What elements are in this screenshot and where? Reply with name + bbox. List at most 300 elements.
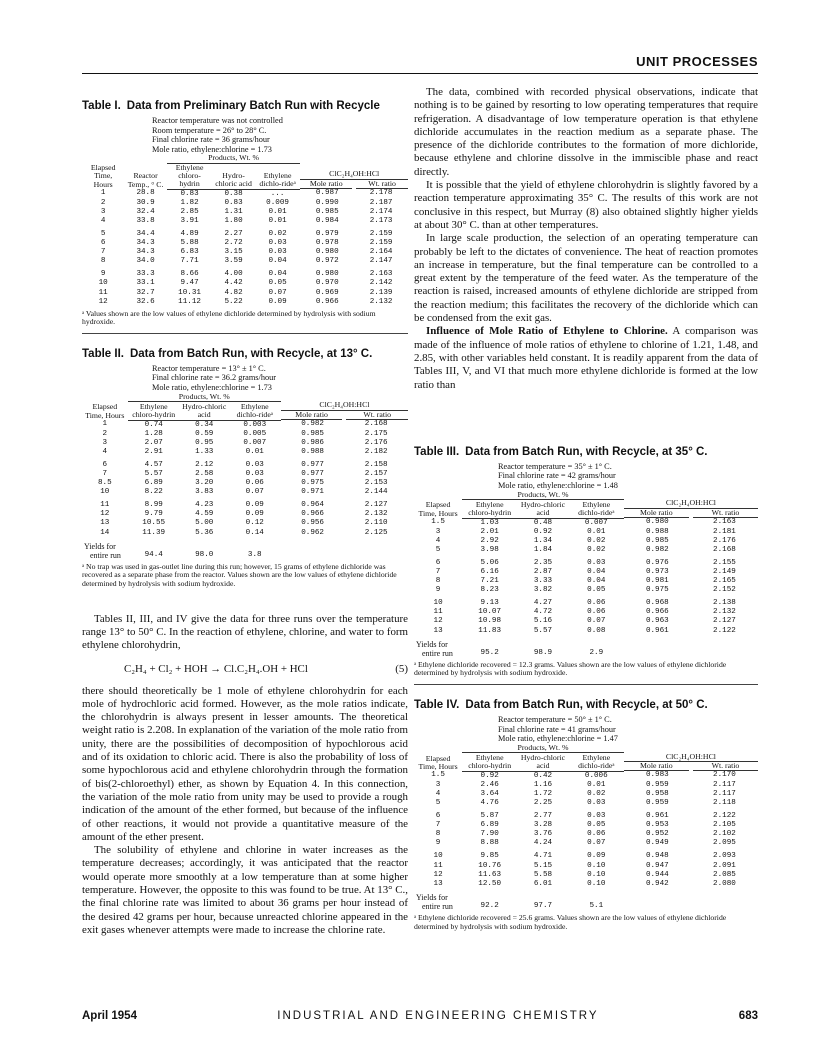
condition-line: Reactor temperature was not controlled — [152, 116, 283, 125]
table-cell: 2.127 — [713, 617, 736, 626]
table-cell: 13 — [433, 879, 443, 888]
table-cell: 0.963 — [645, 617, 669, 626]
table-cell: 2.182 — [364, 447, 388, 456]
table-label: Table II. — [82, 347, 124, 360]
table-cell: 0.05 — [587, 821, 606, 830]
table-2 — [82, 348, 408, 589]
table-cell: 0.01 — [268, 207, 287, 216]
table-row — [82, 497, 408, 510]
table-cell: 0.06 — [587, 830, 606, 839]
ratio-header: ClC₂H₄OH:HCl — [624, 753, 758, 762]
table-cell: 0.978 — [315, 239, 339, 248]
yields-row — [414, 889, 758, 902]
table-cell: 0.980 — [645, 518, 669, 527]
table-cell: 1.82 — [180, 198, 199, 207]
table-cell: 2.132 — [369, 297, 393, 306]
table-cell: 2.158 — [364, 460, 388, 469]
table-cell: 12.50 — [478, 879, 502, 888]
table-cell: 0.953 — [645, 821, 669, 830]
condition-line: Final chlorine rate = 41 grams/hour — [498, 724, 616, 734]
table-footnote: ᵃ No trap was used in gas-outlet line during this run; however, 15 grams of ethylene dichloride was recovered as a separate phase from the reactor. Values shown are the low values of ethylene dichloride determined by hydrolysis with sodium hydroxide. — [82, 561, 397, 589]
table-row — [414, 771, 758, 781]
table-cell: 2.122 — [713, 812, 736, 821]
table-cell: 0.977 — [301, 460, 324, 469]
table-row — [414, 537, 758, 546]
table-cell: 9.47 — [180, 279, 199, 288]
table-cell: 2 — [102, 429, 108, 438]
table-cell: 11 — [433, 861, 443, 870]
table-cell: 10 — [98, 279, 108, 288]
table-cell: 6.89 — [480, 821, 499, 830]
table-cell: 11 — [433, 608, 443, 617]
running-header: UNIT PROCESSES — [636, 54, 758, 69]
table-cell: 2.117 — [713, 789, 736, 798]
table-cell: 0.948 — [645, 852, 669, 861]
table-body — [414, 518, 758, 636]
table-cell: 2.139 — [369, 288, 393, 297]
table-cell: 2.168 — [713, 545, 736, 554]
table-cell: 0.966 — [315, 297, 339, 306]
table-4 — [414, 699, 758, 931]
table-cell: 6 — [100, 239, 106, 248]
column-header: Wt. ratio — [356, 180, 408, 189]
column-header: Ethylene dichlo-rideᵃ — [569, 499, 624, 518]
yields-label: Yields for — [416, 639, 448, 649]
table-cell: 3.98 — [480, 545, 499, 554]
column-header: Ethylene chloro-hydrin — [128, 401, 180, 420]
table-cell: 0.10 — [587, 861, 606, 870]
table-cell: 2.173 — [369, 216, 393, 225]
table-cell: 0.973 — [645, 567, 669, 576]
condition-line: Mole ratio, ethylene:chlorine = 1.47 — [498, 734, 618, 744]
table-cell: 28.8 — [136, 189, 155, 198]
group-header: Products, Wt. % — [128, 393, 281, 402]
table-cell: 0.83 — [180, 189, 199, 198]
table-cell: 1.72 — [533, 789, 553, 798]
table-cell: 2.85 — [180, 207, 199, 216]
table-cell: 0.966 — [301, 510, 324, 519]
table-footnote: ᵃ Ethylene dichloride recovered = 25.6 grams. Values shown are the low values of ethylene dichloride determined by hydrolysis with sodium hydroxide. — [414, 912, 727, 931]
table-cell: 4.57 — [144, 460, 163, 469]
table-cell: 0.83 — [224, 198, 243, 207]
table-cell: 1 — [100, 189, 106, 198]
table-cell: 4.71 — [533, 852, 553, 861]
table-cell: 0.977 — [301, 470, 324, 479]
table-cell: 4.59 — [195, 510, 214, 519]
table-row — [414, 627, 758, 636]
table-cell: 5.57 — [533, 626, 553, 635]
table-cell: 2.144 — [364, 488, 388, 497]
table-cell: 2.117 — [713, 780, 736, 789]
table-cell: 2.01 — [480, 527, 499, 536]
table-cell: 9 — [435, 586, 441, 595]
table-cell: 3.15 — [224, 248, 243, 257]
table-cell: 8.5 — [97, 479, 112, 488]
header-rule — [82, 73, 758, 74]
table-cell: 8.66 — [180, 270, 199, 279]
table-cell: 30.9 — [136, 198, 155, 207]
table-cell: 8.22 — [144, 488, 163, 497]
group-header: Products, Wt. % — [462, 744, 624, 753]
table-cell: 6.89 — [144, 479, 163, 488]
table-row — [82, 457, 408, 470]
table-cell: 2.159 — [369, 239, 393, 248]
table-cell: 2.091 — [713, 861, 736, 870]
table-cell: 0.984 — [315, 216, 339, 225]
table-cell: 0.959 — [645, 780, 669, 789]
condition-line: Final chlorine rate = 36.2 grams/hour — [152, 373, 277, 383]
table-cell: 0.983 — [645, 771, 669, 780]
table-cell: 2.152 — [713, 586, 736, 595]
table-cell: 0.05 — [587, 586, 606, 595]
table-row — [82, 430, 408, 439]
table-cell: 0.09 — [245, 501, 264, 510]
table-cell: 9.13 — [480, 599, 499, 608]
condition-line: Reactor temperature = 50° ± 1° C. — [498, 715, 612, 724]
table-title — [82, 348, 408, 360]
equation: C₂H₄ + Cl₂ + HOH → Cl.C₂H₄.OH + HCl — [124, 662, 308, 675]
table-cell: 5.87 — [480, 812, 499, 821]
table-row — [414, 586, 758, 595]
body-paragraph: It is possible that the yield of ethylene chlorohydrin is slightly favored by a reaction temperature approximating 35° C. The results of this work are not conclusive in this respect, but Murray (8) also obtained slightly higher yields at about 30° C. than at other temperatures. — [414, 179, 758, 231]
table-cell: 0.06 — [587, 599, 606, 608]
table-cell: 0.01 — [268, 216, 287, 225]
column-header: Mole ratio — [624, 762, 689, 771]
table-cell: 0.003 — [243, 420, 267, 429]
condition-line: Reactor temperature = 35° ± 1° C. — [498, 461, 612, 471]
table-cell: 32.7 — [136, 288, 155, 297]
column-header: Ethylene dichlo-rideᵃ — [229, 401, 281, 420]
column-header: Hydro-chloric acid — [517, 499, 569, 518]
table-cell: 0.74 — [144, 420, 163, 429]
column-header: Ethylene dichlo-rideᵃ — [569, 753, 624, 772]
table-cell: 2.138 — [713, 599, 736, 608]
table-cell: 32.6 — [136, 297, 155, 306]
table-cell: 34.0 — [136, 257, 155, 266]
table-cell: 13 — [433, 626, 443, 635]
yields-row — [414, 636, 758, 649]
table-cell: 0.007 — [584, 518, 608, 527]
table-cell: 0.01 — [245, 447, 264, 456]
table-cell: 8.23 — [480, 586, 499, 595]
table-cell: 7 — [435, 821, 441, 830]
table-cell: 2.165 — [713, 577, 736, 586]
column-header: Mole ratio — [624, 509, 689, 518]
table-row — [414, 871, 758, 880]
table-cell: 5.57 — [144, 470, 163, 479]
table-row — [82, 439, 408, 448]
group-header: Products, Wt. % — [167, 154, 301, 163]
table-cell: 0.07 — [587, 839, 606, 848]
table-cell: 0.34 — [195, 420, 214, 429]
table-cell: 0.986 — [301, 438, 324, 447]
data-table — [82, 154, 408, 306]
table-cell: 0.03 — [245, 460, 264, 469]
yields-label: Yields for — [84, 541, 116, 551]
table-row — [414, 617, 758, 626]
table-cell: 9 — [100, 270, 106, 279]
table-cell: 4.23 — [195, 501, 214, 510]
table-cell: 5.06 — [480, 558, 499, 567]
table-cell: 1.80 — [224, 216, 243, 225]
table-cell: 5.15 — [533, 861, 553, 870]
table-cell: 7.71 — [180, 257, 199, 266]
table-cell: 0.958 — [645, 789, 669, 798]
table-cell: 11 — [98, 288, 108, 297]
table-cell: 12 — [433, 870, 443, 879]
yield-value: 98.9 — [533, 648, 553, 657]
table-cell: 0.03 — [587, 798, 606, 807]
table-cell: 4.82 — [224, 288, 243, 297]
table-cell: 7 — [435, 567, 441, 576]
table-cell: ... — [270, 189, 285, 198]
table-cell: 0.04 — [587, 577, 606, 586]
table-cell: 0.956 — [301, 519, 324, 528]
table-cell: 0.975 — [301, 479, 324, 488]
table-cell: 11.63 — [478, 870, 502, 879]
table-caption: Data from Batch Run, with Recycle, at 50° C. — [465, 699, 708, 711]
table-row — [82, 257, 408, 266]
page-footer — [82, 1010, 758, 1022]
table-cell: 3.64 — [480, 789, 499, 798]
table-cell: 2.085 — [713, 870, 736, 879]
table-row — [414, 799, 758, 808]
yield-value: 98.0 — [195, 550, 214, 559]
table-cell: 0.952 — [645, 830, 669, 839]
table-cell: 0.976 — [645, 558, 669, 567]
table-row — [82, 448, 408, 457]
table-row — [414, 862, 758, 871]
table-cell: 0.964 — [301, 501, 324, 510]
table-cell: 0.08 — [587, 626, 606, 635]
table-cell: 5 — [435, 798, 441, 807]
table-cell: 0.949 — [645, 839, 669, 848]
table-cell: 3.76 — [533, 830, 553, 839]
table-cell: 12 — [433, 617, 443, 626]
table-cell: 0.005 — [243, 429, 267, 438]
table-cell: 0.06 — [587, 608, 606, 617]
table-cell: 0.95 — [195, 438, 214, 447]
table-cell: 2.159 — [369, 229, 393, 238]
table-1 — [82, 100, 408, 334]
table-row — [414, 781, 758, 790]
table-cell: 2.58 — [195, 470, 214, 479]
table-cell: 0.02 — [587, 789, 606, 798]
table-cell: 6.01 — [533, 879, 553, 888]
left-column — [82, 86, 408, 937]
table-row — [414, 880, 758, 889]
table-cell: 33.3 — [136, 270, 155, 279]
table-cell: 2.155 — [713, 558, 736, 567]
table-cell: 0.982 — [301, 420, 324, 429]
table-row — [82, 208, 408, 217]
table-cell: 7.21 — [480, 577, 499, 586]
table-cell: 4.27 — [533, 599, 553, 608]
table-cell: 11 — [100, 501, 110, 510]
table-row — [82, 199, 408, 208]
yield-value: 92.2 — [480, 901, 499, 910]
table-cell: 8 — [435, 577, 441, 586]
table-cell: 34.3 — [136, 248, 155, 257]
table-cell: 2.102 — [713, 830, 736, 839]
table-cell: 0.006 — [584, 771, 608, 780]
table-cell: 10 — [433, 852, 443, 861]
table-cell: 3.28 — [533, 821, 553, 830]
table-cell: 2.181 — [713, 527, 736, 536]
table-cell: 0.48 — [533, 518, 553, 527]
data-table — [82, 393, 408, 560]
table-row — [414, 518, 758, 528]
table-cell: 0.03 — [587, 558, 606, 567]
table-cell: 0.962 — [301, 528, 324, 537]
table-cell: 0.961 — [645, 626, 669, 635]
table-cell: 11.83 — [478, 626, 502, 635]
table-cell: 13 — [100, 519, 110, 528]
table-cell: 4 — [435, 789, 441, 798]
table-cell: 14 — [100, 528, 110, 537]
table-row — [414, 790, 758, 799]
column-header: Mole ratio — [281, 411, 343, 420]
table-cell: 33.8 — [136, 216, 155, 225]
table-cell: 0.985 — [645, 536, 669, 545]
yields-row — [82, 551, 408, 560]
table-cell: 0.09 — [268, 297, 287, 306]
table-cell: 2.142 — [369, 279, 393, 288]
right-column — [414, 86, 758, 941]
column-header: Hydro-chloric acid — [212, 163, 254, 189]
table-cell: 2.125 — [364, 528, 388, 537]
table-cell: 2.118 — [713, 798, 736, 807]
table-cell: 34.3 — [136, 239, 155, 248]
table-row — [414, 577, 758, 586]
column-header: Hydro-chloric acid — [517, 753, 569, 772]
table-caption: Data from Batch Run, with Recycle, at 13° C. — [129, 347, 373, 360]
table-cell: 8.88 — [480, 839, 499, 848]
table-cell: 9.79 — [144, 510, 163, 519]
table-cell: 0.14 — [245, 528, 264, 537]
body-paragraph: In large scale production, the selection of an operating temperature can probably be left to the dictates of convenience. The heat of reaction promotes an increase in temperature, but the final temperature can be controlled to a great extent by the temperature of the feed water. As the temperature of the reaction is raised, increased amounts of ethylene dichloride are stripped from the reaction medium; this facilitates the recovery of the dichloride which can be condensed from the exit gas. — [414, 232, 758, 325]
table-cell: 8 — [100, 257, 106, 266]
table-cell: 3.82 — [533, 586, 553, 595]
table-cell: 2.110 — [364, 519, 388, 528]
yields-label: entire run — [422, 901, 453, 911]
table-cell: 4 — [435, 536, 441, 545]
table-row — [414, 568, 758, 577]
table-cell: 2.095 — [713, 839, 736, 848]
condition-line: Mole ratio, ethylene:chlorine = 1.73 — [152, 383, 272, 393]
body-paragraph: there should theoretically be 1 mole of ethylene chlorohydrin for each mole of hydrochloric acid formed. However, as the mole ratios indicate, the chlorohydrin is always present in lesser amounts. The theoretical weight ratio is 2.208. In explanation of the variation of the mole ratio from unity, there are the possibilities of decomposition of hypochlorous acid and of its oxidation to chloric acid. There is also the probability of loss of some hypochlorous acid and ethylene chlorohydrin through the formation of bis(2-chloroethyl) ether, as shown by Equation 4. In this connection, the variation of the mole ratio from unity may be used to provide a rough indication of the amount of the ether formed, but because of the influence of other reactions, it would not provide a quantitative measure of the amount of the ether present. — [82, 684, 408, 843]
condition-line: Mole ratio, ethylene:chlorine = 1.48 — [498, 481, 618, 491]
table-cell: 2.093 — [713, 852, 736, 861]
table-row — [414, 528, 758, 537]
table-cell: 0.04 — [587, 567, 606, 576]
table-cell: 0.02 — [268, 229, 287, 238]
table-cell: 0.988 — [301, 447, 324, 456]
condition-line: Final chlorine rate = 36 grams/hour — [152, 135, 270, 145]
table-cell: 1.16 — [533, 780, 553, 789]
table-cell: 2.149 — [713, 567, 736, 576]
table-cell: 0.942 — [645, 879, 669, 888]
table-cell: 0.990 — [315, 198, 339, 207]
table-row — [82, 226, 408, 239]
table-cell: 0.970 — [315, 279, 339, 288]
table-cell: 2.176 — [364, 438, 388, 447]
table-cell: 0.07 — [587, 617, 606, 626]
table-cell: 11.12 — [178, 297, 201, 306]
table-row — [414, 808, 758, 821]
yields-label: entire run — [90, 550, 121, 560]
table-cell: 0.04 — [268, 257, 287, 266]
table-cell: 1.03 — [480, 518, 499, 527]
yield-value: 5.1 — [589, 901, 604, 910]
table-cell: 4.00 — [224, 270, 243, 279]
table-row — [414, 839, 758, 848]
table-cell: 0.10 — [587, 879, 606, 888]
table-body — [414, 771, 758, 889]
table-cell: 0.988 — [645, 527, 669, 536]
yield-value: 94.4 — [144, 550, 163, 559]
body-paragraph: Tables II, III, and IV give the data for three runs over the temperature range 13° to 50° C. In the reaction of ethylene, chlorine, and water to form ethylene chlorohydrin, — [82, 612, 408, 652]
table-cell: 2.164 — [369, 248, 393, 257]
table-title — [82, 100, 408, 112]
table-row — [414, 546, 758, 555]
column-header: Elapsed Time, Hours — [418, 500, 458, 518]
table-cell: 5.88 — [180, 239, 199, 248]
table-cell: 0.985 — [301, 429, 324, 438]
table-cell: 10.07 — [478, 608, 502, 617]
yield-value: 97.7 — [533, 901, 553, 910]
table-cell: 2.92 — [480, 536, 499, 545]
table-cell: 5.00 — [195, 519, 214, 528]
table-row — [82, 479, 408, 488]
table-cell: 0.980 — [315, 248, 339, 257]
table-footnote: ᵃ Values shown are the low values of ethylene dichloride determined by hydrolysis with sodium hydroxide. — [82, 308, 376, 327]
table-cell: 2.77 — [533, 812, 553, 821]
yields-row — [82, 538, 408, 551]
column-header: Reactor Temp., ° C. — [127, 171, 164, 189]
table-row — [82, 529, 408, 538]
table-row — [82, 420, 408, 430]
table-cell: 0.02 — [587, 545, 606, 554]
table-cell: 4 — [100, 216, 106, 225]
table-cell: 0.981 — [645, 577, 669, 586]
table-cell: 2.105 — [713, 821, 736, 830]
table-cell: 10 — [100, 488, 110, 497]
table-cell: 0.980 — [315, 270, 339, 279]
table-cell: 1.33 — [195, 447, 214, 456]
table-cell: 0.03 — [268, 248, 287, 257]
body-paragraph: The data, combined with recorded physical observations, indicate that nothing is to be gained by resorting to low operating temperatures that require refrigeration. A disadvantage of low temperature operation is that ethylene dichloride accumulates in the reaction medium as a separate phase. The presence of the dichloride contributes to the formation of more dichloride, because ethylene and chlorine dissolve in the immiscible phase and react directly. — [414, 86, 758, 178]
table-conditions — [498, 715, 758, 744]
table-cell: 0.987 — [315, 189, 339, 198]
table-cell: 0.01 — [587, 780, 606, 789]
table-cell: 2.35 — [533, 558, 553, 567]
table-row — [414, 608, 758, 617]
equation-5 — [82, 663, 408, 675]
table-cell: 2.176 — [713, 536, 736, 545]
table-cell: 0.04 — [268, 270, 287, 279]
table-cell: 2.178 — [369, 189, 393, 198]
table-cell: 3 — [100, 207, 106, 216]
body-paragraph — [414, 325, 758, 391]
condition-line: Mole ratio, ethylene:chlorine = 1.73 — [152, 144, 272, 154]
table-cell: 1.28 — [144, 429, 163, 438]
table-cell: 4.72 — [533, 608, 553, 617]
table-cell: 0.09 — [587, 852, 606, 861]
table-cell: 2.153 — [364, 479, 388, 488]
table-row — [82, 510, 408, 519]
table-cell: 4.89 — [180, 229, 199, 238]
